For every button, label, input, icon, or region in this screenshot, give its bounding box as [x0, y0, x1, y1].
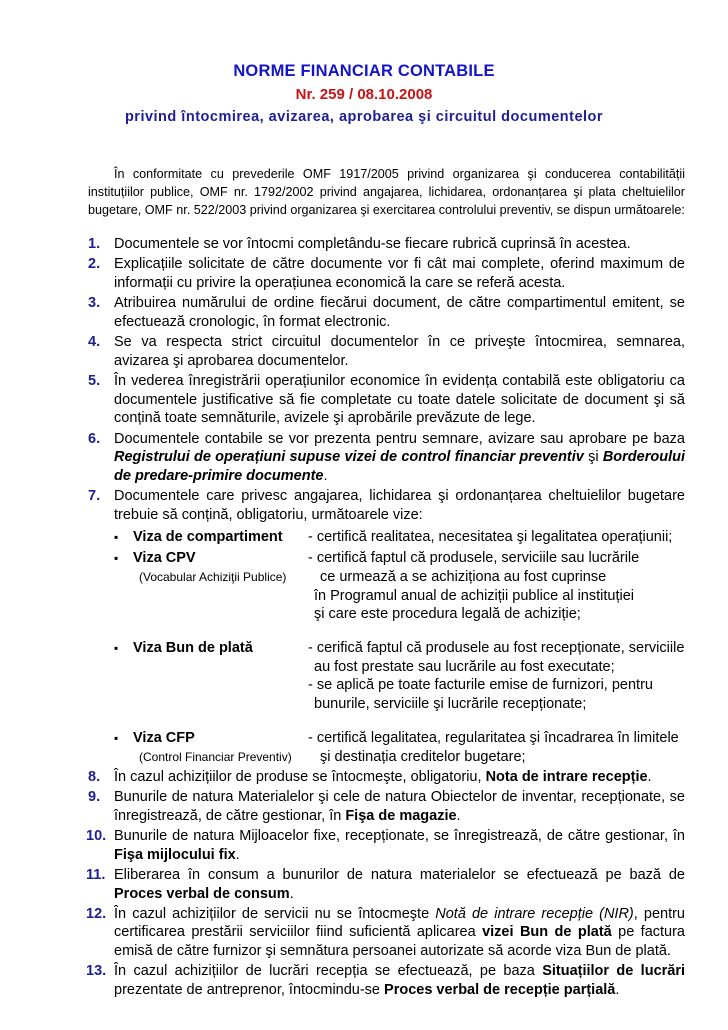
list-item-9 [88, 788, 685, 825]
item-text: În cazul achizițiilor de servicii nu se întocmeşte [114, 905, 436, 922]
list-item-2 [88, 255, 685, 292]
item-number: 12. [86, 905, 107, 922]
fisa-magazie-reference: Fişa de magazie [345, 807, 457, 824]
item-text: În cazul achizițiilor de lucrări recepția se efectuează, pe baza [114, 963, 543, 980]
item-number: 7. [88, 488, 101, 505]
visa-description: - certifică legalitatea, regularitatea şi încadrarea în limitele [308, 729, 679, 746]
item-number: 1. [88, 236, 101, 252]
visa-label: Viza CPV [133, 550, 196, 567]
visa-cpv [114, 549, 685, 624]
item-text: , pentru certificarea prestării serviciilor fiind suficientă aplicarea [114, 905, 685, 941]
item-text: În vederea înregistrării operațiunilor economice în evidența contabilă este obligatoriu ca documentele justificative să fie completate cu toate datele solicitate de document şi să conțină toate semnăturile, avizele şi aprobările prevăzute de lege. [114, 372, 685, 427]
visa-description: - cerifică faptul că produsele au fost recepționate, serviciile [308, 640, 685, 657]
nir-reference: Nota de intrare recepție [485, 768, 648, 785]
visa-description: - certifică realitatea, necesitatea şi legalitatea operațiunii; [308, 528, 673, 545]
visa-note: (Vocabular Achiziţii Publice) [139, 569, 287, 584]
list-item-12 [88, 905, 685, 961]
item-text: . [323, 467, 328, 484]
item-text: . [235, 846, 240, 863]
list-item-10 [88, 827, 685, 864]
item-number: 8. [88, 768, 101, 785]
item-number: 5. [88, 372, 101, 389]
item-text: Documentele contabile se vor prezenta pentru semnare, avizare sau aprobare pe baza [114, 430, 685, 447]
visa-description: şi care este procedura legală de achiziție; [314, 606, 581, 623]
bullet-icon: ▪ [114, 529, 119, 544]
item-text: . [615, 982, 620, 999]
list-item-7 [88, 487, 685, 766]
proces-verbal-consum-reference: Proces verbal de consum [114, 885, 290, 902]
item-text: Documentele se vor întocmi completându-se fiecare rubrică cuprinsă în acestea. [114, 236, 631, 252]
item-text: . [456, 807, 461, 824]
visa-compartiment [114, 528, 685, 547]
visa-cfp [114, 729, 685, 766]
item-number: 3. [88, 295, 101, 312]
intro-paragraph [88, 165, 685, 219]
situatii-lucrari-reference: Situațiilor de lucrări [542, 963, 686, 980]
visa-description: au fost prestate sau lucrările au fost executate; [314, 658, 615, 675]
list-item-3 [88, 294, 685, 331]
item-number: 11. [86, 866, 106, 883]
proces-verbal-receptie-reference: Proces verbal de recepție parțială [384, 982, 616, 999]
viza-bun-de-plata-reference: vizei Bun de plată [482, 924, 612, 941]
list-item-13 [88, 962, 685, 999]
document-number: Nr. 259 / 08.10.2008 [295, 86, 433, 103]
intro-text: În conformitate cu prevederile OMF 1917/2005 privind organizarea şi conducerea contabilității instituțiilor publice, OMF nr. 1792/2002 privind angajarea, lichidarea, ordonanțarea şi plata cheltuielilor bugetare, OMF nr. 522/2003 privind organizarea şi exercitarea controlului preventiv, se dispun următoarele: [88, 167, 685, 217]
item-text: şi [583, 449, 603, 466]
list-item-8 [88, 768, 685, 787]
item-number: 6. [88, 430, 101, 447]
bullet-icon: ▪ [114, 730, 119, 745]
bullet-icon: ▪ [114, 551, 119, 566]
item-text: pe factura emisă de către furnizor şi semnătura persoanei autorizate să acorde viza Bun de plată. [114, 924, 685, 960]
list-item-1 [88, 235, 685, 254]
visa-description: - certifică faptul că produsele, serviciile sau lucrările [308, 550, 640, 567]
visa-description: ce urmează a se achiziționa au fost cuprinse [320, 568, 607, 585]
item-text: prezentate de antreprenor, întocmindu-se [114, 982, 385, 999]
visa-description: bunurile, serviciile şi lucrările recepționate; [314, 696, 587, 713]
item-text: Documentele care privesc angajarea, lichidarea şi ordonanțarea cheltuielilor bugetare trebuie să conțină, obligatoriu, următoarele vize: [114, 488, 685, 523]
list-item-4 [88, 333, 685, 370]
visa-description: - se aplică pe toate facturile emise de furnizori, pentru [308, 677, 653, 694]
item-text: Bunurile de natura Mijloacelor fixe, recepționate, se înregistrează, de către gestionar, în [114, 827, 685, 844]
item-text: Eliberarea în consum a bunurilor de natura materialelor se efectuează pe bază de [114, 866, 685, 883]
item-number: 13. [86, 963, 107, 980]
item-number: 2. [88, 256, 101, 273]
item-text: Bunurile de natura Materialelor şi cele de natura Obiectelor de inventar, recepționate, se înregistrează, de către gestionar, în [114, 788, 685, 824]
fisa-mijloc-fix-reference: Fişa mijlocului fix [114, 846, 236, 863]
item-text: Atribuirea numărului de ordine fiecărui document, de către compartimentul emitent, se efectuează cronologic, în format electronic. [114, 295, 685, 330]
item-number: 9. [88, 788, 101, 805]
bullet-icon: ▪ [114, 641, 119, 656]
item-text: Se va respecta strict circuitul documentelor în ce priveşte întocmirea, semnarea, avizarea şi aprobarea documentelor. [114, 334, 685, 369]
item-text: . [289, 885, 294, 902]
list-item-5 [88, 372, 685, 428]
item-number: 4. [88, 334, 101, 351]
visa-description: în Programul anual de achiziții publice al instituției [314, 587, 634, 604]
visa-label: Viza de compartiment [133, 528, 283, 545]
document-title: NORME FINANCIAR CONTABILE [233, 62, 495, 80]
visa-note: (Control Financiar Preventiv) [139, 749, 292, 764]
list-item-6 [88, 430, 685, 486]
borderou-reference: Borderoului de predare-primire documente [114, 449, 685, 484]
nir-note: Notă de intrare recepție (NIR) [435, 905, 634, 922]
document-subtitle: privind întocmirea, avizarea, aprobarea şi circuitul documentelor [124, 109, 604, 125]
item-text: În cazul achizițiilor de produse se întocmeşte, obligatoriu, [114, 768, 486, 785]
visa-label: Viza CFP [133, 729, 195, 746]
norms-list [88, 235, 685, 1001]
visa-bun-de-plata [114, 639, 685, 714]
list-item-11 [88, 866, 685, 903]
registry-reference: Registrului de operațiuni supuse vizei de control financiar preventiv [114, 449, 584, 466]
item-text: Explicațiile solicitate de către documente vor fi cât mai complete, oferind maximum de informații cu privire la operațiunea economică la care se referă acesta. [114, 256, 685, 291]
visa-description: şi destinația creditelor bugetare; [320, 748, 526, 765]
visa-label: Viza Bun de plată [133, 640, 253, 657]
item-number: 10. [86, 827, 107, 844]
item-text: . [647, 768, 652, 785]
